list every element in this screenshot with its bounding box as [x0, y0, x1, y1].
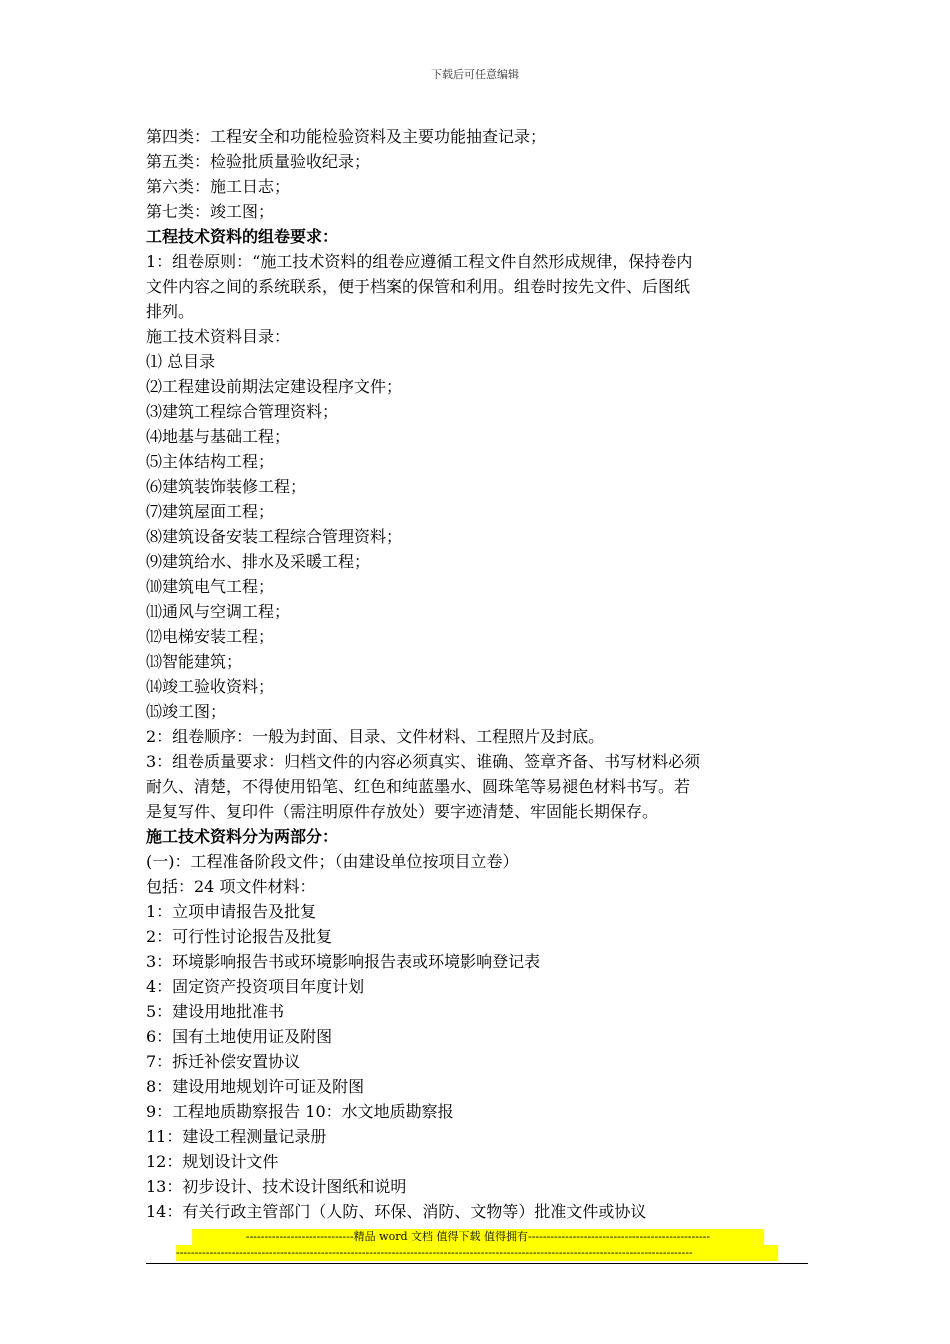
text-line: 是复写件、复印件（需注明原件存放处）要字迹清楚、牢固能长期保存。: [146, 802, 659, 821]
list-item: 2：可行性讨论报告及批复: [146, 927, 333, 946]
text-line: 第七类：竣工图；: [146, 202, 275, 221]
toc-item: ⑻建筑设备安装工程综合管理资料；: [146, 527, 403, 546]
text-line: 第五类：检验批质量验收纪录；: [146, 152, 371, 171]
text-line: 排列。: [146, 302, 195, 321]
list-item: 12：规划设计文件: [146, 1152, 279, 1171]
footer-banner-line: -----------------------------精品 word 文档 值得下载 值得拥有-------------------------------------------------: [192, 1229, 764, 1245]
text-line: 耐久、清楚，不得使用铅笔、红色和纯蓝墨水、圆珠笔等易褪色材料书写。若: [146, 777, 691, 796]
toc-item: ⑵工程建设前期法定建设程序文件；: [146, 377, 403, 396]
list-item: 1：立项申请报告及批复: [146, 902, 317, 921]
toc-item: ⒀智能建筑；: [146, 652, 243, 671]
text-line: (一)：工程准备阶段文件；（由建设单位按项目立卷）: [146, 852, 519, 871]
text-line: 施工技术资料目录：: [146, 327, 291, 346]
list-item: 4：固定资产投资项目年度计划: [146, 977, 365, 996]
list-item: 13：初步设计、技术设计图纸和说明: [146, 1177, 407, 1196]
text-line: 包括：24 项文件材料：: [146, 877, 316, 896]
toc-item: ⑿电梯安装工程；: [146, 627, 275, 646]
list-item: 7：拆迁补偿安置协议: [146, 1052, 301, 1071]
list-item: 6：国有土地使用证及附图: [146, 1027, 333, 1046]
text-line: 第六类：施工日志；: [146, 177, 291, 196]
text-line: 3：组卷质量要求：归档文件的内容必须真实、谁确、签章齐备、书写材料必须: [146, 752, 701, 771]
text-line: 1：组卷原则：“施工技术资料的组卷应遵循工程文件自然形成规律，保持卷内: [146, 252, 693, 271]
toc-item: ⑾通风与空调工程；: [146, 602, 291, 621]
toc-item: ⑽建筑电气工程；: [146, 577, 275, 596]
toc-item: ⑷地基与基础工程；: [146, 427, 291, 446]
toc-item: ⒁竣工验收资料；: [146, 677, 275, 696]
toc-item: ⑺建筑屋面工程；: [146, 502, 275, 521]
text-line: 文件内容之间的系统联系，便于档案的保管和利用。组卷时按先文件、后图纸: [146, 277, 691, 296]
toc-item: ⑴ 总目录: [146, 352, 216, 371]
list-item: 5：建设用地批准书: [146, 1002, 285, 1021]
list-item: 8：建设用地规划许可证及附图: [146, 1077, 365, 1096]
toc-item: ⑸主体结构工程；: [146, 452, 275, 471]
toc-item: ⑹建筑装饰装修工程；: [146, 477, 307, 496]
footer-rule: [146, 1263, 808, 1264]
section-heading: 工程技术资料的组卷要求：: [146, 227, 339, 246]
toc-item: ⑶建筑工程综合管理资料；: [146, 402, 339, 421]
text-line: 第四类：工程安全和功能检验资料及主要功能抽查记录；: [146, 127, 547, 146]
toc-item: ⑼建筑给水、排水及采暖工程；: [146, 552, 371, 571]
list-item: 3：环境影响报告书或环境影响报告表或环境影响登记表: [146, 952, 541, 971]
footer-dashes-line: -------------------------------------------------------------------------------------------------------------------------------------------: [176, 1245, 778, 1261]
page-header: 下载后可任意编辑: [431, 68, 519, 81]
section-heading: 施工技术资料分为两部分：: [146, 827, 339, 846]
text-line: 2：组卷顺序：一般为封面、目录、文件材料、工程照片及封底。: [146, 727, 605, 746]
document-body: [146, 124, 808, 1224]
list-item: 11：建设工程测量记录册: [146, 1127, 327, 1146]
list-item: 14：有关行政主管部门（人防、环保、消防、文物等）批准文件或协议: [146, 1202, 647, 1221]
list-item: 9：工程地质勘察报告 10：水文地质勘察报: [146, 1102, 454, 1121]
toc-item: ⒂竣工图；: [146, 702, 227, 721]
